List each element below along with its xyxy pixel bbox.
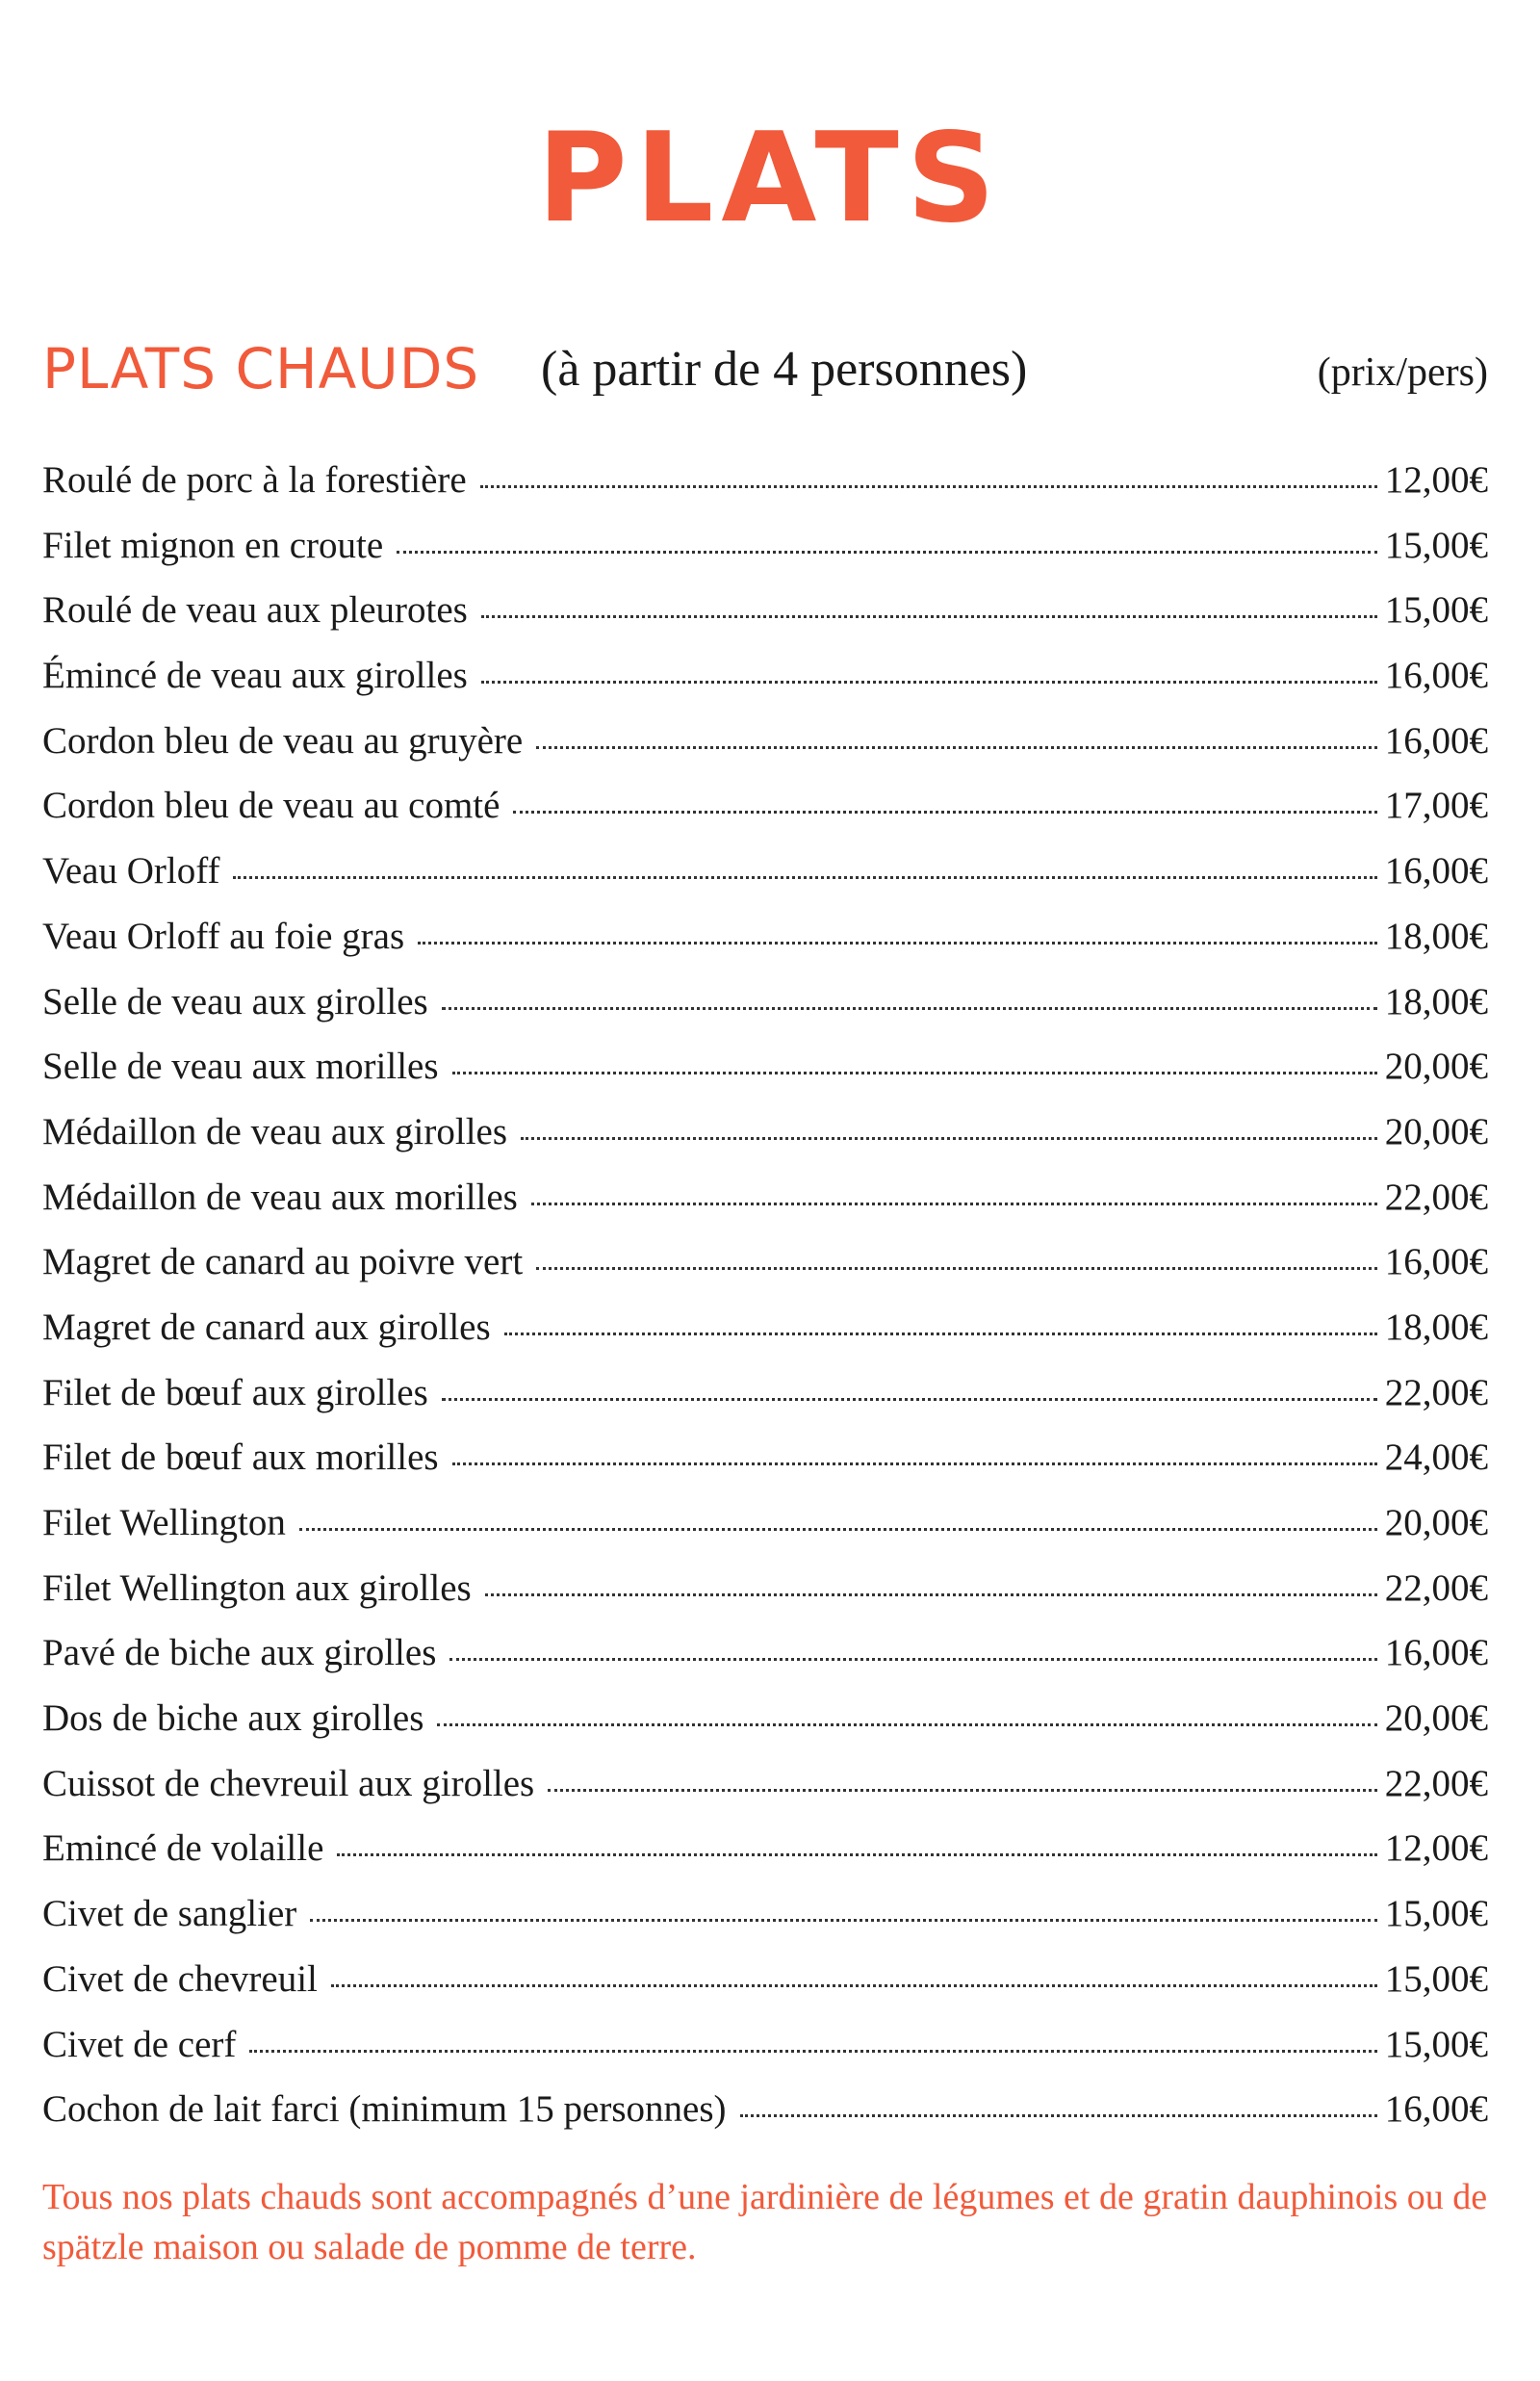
dot-leader [485,1593,1377,1596]
menu-item [42,1371,1488,1436]
menu-item-name: Civet de cerf [42,2023,237,2065]
menu-item-name: Cochon de lait farci (minimum 15 personnes) [42,2088,727,2131]
dot-leader [480,485,1377,488]
menu-item [42,1566,1488,1632]
menu-item [42,784,1488,849]
menu-item-price: 20,00€ [1384,1110,1488,1152]
dot-leader [337,1853,1376,1856]
section-title: PLATS CHAUDS [42,336,480,401]
menu-item [42,849,1488,915]
menu-item-price: 16,00€ [1384,719,1488,762]
menu-item-name: Selle de veau aux girolles [42,980,428,1022]
dot-leader [504,1333,1377,1335]
menu-item-price: 22,00€ [1384,1566,1488,1609]
menu-item [42,2023,1488,2088]
dot-leader [481,615,1377,618]
menu-item-name: Cordon bleu de veau au comté [42,785,500,827]
dot-leader [452,1462,1377,1465]
menu-item-name: Magret de canard au poivre vert [42,1241,524,1283]
dot-leader [531,1203,1377,1205]
menu-item-name: Dos de biche aux girolles [42,1697,424,1740]
dot-leader [299,1528,1377,1531]
dot-leader [249,2050,1376,2053]
menu-item-name: Filet de bœuf aux morilles [42,1436,439,1479]
dot-leader [521,1137,1377,1140]
menu-item [42,1696,1488,1762]
menu-list [42,458,1488,2153]
section-subtitle: (à partir de 4 personnes) [541,342,1028,397]
dot-leader [513,811,1376,814]
menu-item-name: Veau Orloff au foie gras [42,915,405,957]
menu-item-name: Filet de bœuf aux girolles [42,1371,428,1413]
menu-item-name: Magret de canard aux girolles [42,1306,491,1348]
menu-item [42,1501,1488,1566]
menu-item-name: Emincé de volaille [42,1827,324,1870]
section-header [42,333,1488,410]
dot-leader [442,1398,1377,1401]
menu-item-name: Filet mignon en croute [42,524,384,566]
dot-leader [233,876,1376,879]
menu-item-name: Veau Orloff [42,850,220,893]
dot-leader [442,1007,1377,1010]
menu-item-name: Selle de veau aux morilles [42,1046,439,1088]
menu-item [42,588,1488,654]
menu-item-price: 12,00€ [1384,459,1488,501]
menu-item-name: Médaillon de veau aux girolles [42,1110,508,1152]
dot-leader [310,1919,1376,1922]
menu-item-name: Émincé de veau aux girolles [42,655,468,697]
menu-item-price: 15,00€ [1384,1957,1488,2000]
menu-item [42,1826,1488,1892]
page-title: PLATS [537,107,1003,250]
menu-item-price: 18,00€ [1384,1306,1488,1348]
menu-item-price: 20,00€ [1384,1697,1488,1740]
dot-leader [437,1723,1376,1726]
menu-item-name: Cordon bleu de veau au gruyère [42,719,524,762]
menu-item [42,1045,1488,1110]
menu-item [42,524,1488,589]
menu-item [42,1957,1488,2023]
menu-item-price: 16,00€ [1384,1241,1488,1283]
menu-item-price: 20,00€ [1384,1046,1488,1088]
menu-item-price: 22,00€ [1384,1176,1488,1218]
menu-item-name: Civet de chevreuil [42,1957,318,2000]
menu-item-price: 18,00€ [1384,915,1488,957]
menu-item-price: 16,00€ [1384,850,1488,893]
menu-item [42,1176,1488,1241]
menu-item [42,1240,1488,1306]
dot-leader [418,942,1377,945]
menu-item-name: Roulé de veau aux pleurotes [42,589,468,632]
dot-leader [397,551,1377,554]
dot-leader [452,1072,1377,1074]
footnote: Tous nos plats chauds sont accompagnés d’une jardinière de légumes et de gratin dauphinois ou de spätzle maison ou salade de pomme de terre. [42,2177,1488,2267]
menu-item [42,2087,1488,2153]
menu-item-name: Pavé de biche aux girolles [42,1632,437,1674]
menu-item-price: 22,00€ [1384,1371,1488,1413]
menu-item [42,915,1488,980]
menu-item [42,1631,1488,1696]
menu-item-price: 16,00€ [1384,2088,1488,2131]
menu-item [42,1762,1488,1827]
dot-leader [536,1267,1377,1270]
menu-item-price: 16,00€ [1384,655,1488,697]
dot-leader [449,1658,1376,1661]
menu-item [42,719,1488,785]
dot-leader [536,746,1377,749]
menu-item-name: Filet Wellington [42,1502,286,1543]
menu-item-price: 17,00€ [1384,785,1488,827]
dot-leader [740,2114,1377,2117]
menu-item-name: Filet Wellington aux girolles [42,1566,472,1609]
menu-item-name: Civet de sanglier [42,1893,297,1935]
menu-item-name: Médaillon de veau aux morilles [42,1176,518,1218]
menu-item-price: 15,00€ [1384,1893,1488,1935]
menu-item [42,1892,1488,1957]
price-column-header: (prix/pers) [1317,350,1488,395]
menu-item-price: 15,00€ [1384,2023,1488,2065]
menu-item [42,980,1488,1046]
menu-item [42,1306,1488,1371]
menu-item-price: 20,00€ [1384,1502,1488,1543]
menu-item [42,1110,1488,1176]
menu-item [42,1436,1488,1501]
menu-item-price: 24,00€ [1384,1436,1488,1479]
menu-item-price: 12,00€ [1384,1827,1488,1870]
dot-leader [548,1789,1377,1792]
menu-item-name: Roulé de porc à la forestière [42,459,467,501]
menu-item [42,458,1488,524]
dot-leader [331,1984,1377,1987]
menu-item-price: 22,00€ [1384,1762,1488,1804]
dot-leader [481,681,1377,684]
menu-item-price: 18,00€ [1384,980,1488,1022]
menu-item-price: 16,00€ [1384,1632,1488,1674]
menu-item [42,654,1488,719]
menu-item-price: 15,00€ [1384,589,1488,632]
menu-item-price: 15,00€ [1384,524,1488,566]
menu-item-name: Cuissot de chevreuil aux girolles [42,1762,535,1804]
